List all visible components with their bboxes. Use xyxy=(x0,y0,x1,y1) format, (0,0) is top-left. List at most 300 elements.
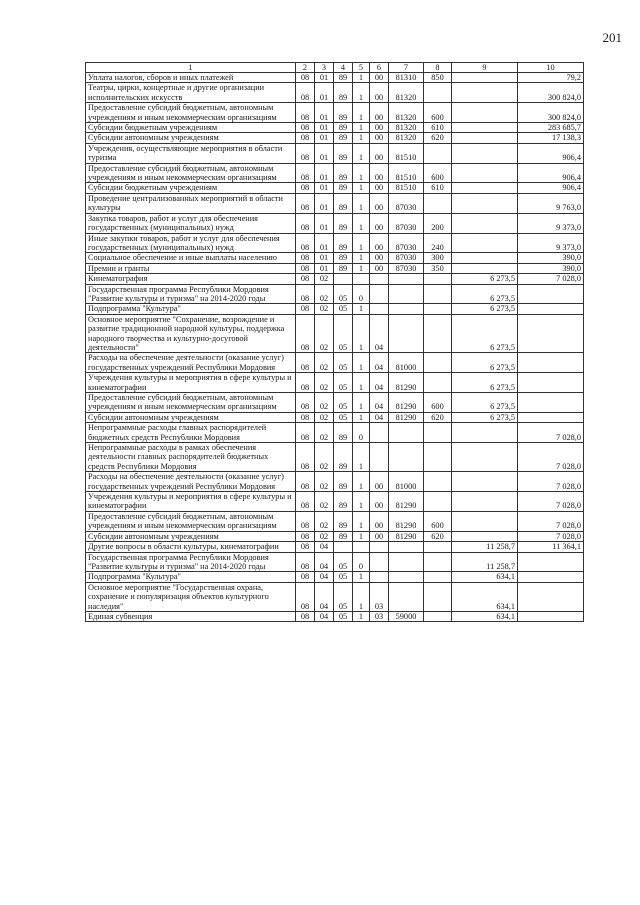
amount-b-cell xyxy=(518,412,584,422)
activity-code-cell: 00 xyxy=(370,163,389,183)
table-row xyxy=(86,73,584,83)
row-name-cell: Учреждения культуры и мероприятия в сфере культуры и кинематографии xyxy=(86,492,296,512)
expense-code-cell xyxy=(389,423,424,443)
amount-a-cell xyxy=(452,163,518,183)
expense-type-cell xyxy=(424,83,452,103)
program-code-cell: 89 xyxy=(334,163,353,183)
subprogram-code-cell: 1 xyxy=(353,133,370,143)
expense-type-cell: 620 xyxy=(424,531,452,541)
expense-code-cell xyxy=(389,274,424,284)
activity-code-cell: 00 xyxy=(370,511,389,531)
subsection-code-cell: 02 xyxy=(315,443,334,472)
subsection-code-cell: 02 xyxy=(315,353,334,373)
activity-code-cell xyxy=(370,572,389,582)
subprogram-code-cell: 1 xyxy=(353,163,370,183)
section-code-cell: 08 xyxy=(296,263,315,273)
table-row xyxy=(86,393,584,413)
row-name-cell: Государственная программа Республики Мордовия "Развитие культуры и туризма" на 2014-2020 годы xyxy=(86,284,296,304)
expense-type-cell: 600 xyxy=(424,163,452,183)
subsection-code-cell: 01 xyxy=(315,193,334,213)
subprogram-code-cell: 1 xyxy=(353,572,370,582)
subsection-code-cell: 02 xyxy=(315,373,334,393)
subsection-code-cell: 01 xyxy=(315,103,334,123)
section-code-cell: 08 xyxy=(296,233,315,253)
table-row xyxy=(86,233,584,253)
column-header: 3 xyxy=(315,63,334,73)
activity-code-cell xyxy=(370,423,389,443)
program-code-cell: 05 xyxy=(334,284,353,304)
program-code-cell: 89 xyxy=(334,423,353,443)
activity-code-cell: 00 xyxy=(370,213,389,233)
program-code-cell: 89 xyxy=(334,472,353,492)
program-code-cell: 05 xyxy=(334,611,353,621)
section-code-cell: 08 xyxy=(296,123,315,133)
subsection-code-cell: 01 xyxy=(315,133,334,143)
activity-code-cell: 00 xyxy=(370,531,389,541)
activity-code-cell: 00 xyxy=(370,143,389,163)
row-name-cell: Иные закупки товаров, работ и услуг для обеспечения государственных (муниципальных) нужд xyxy=(86,233,296,253)
expense-code-cell: 81290 xyxy=(389,511,424,531)
column-header: 8 xyxy=(424,63,452,73)
subprogram-code-cell: 1 xyxy=(353,233,370,253)
subsection-code-cell: 02 xyxy=(315,284,334,304)
amount-a-cell: 6 273,5 xyxy=(452,393,518,413)
subsection-code-cell: 04 xyxy=(315,572,334,582)
activity-code-cell: 00 xyxy=(370,73,389,83)
subprogram-code-cell: 1 xyxy=(353,304,370,314)
expense-code-cell xyxy=(389,314,424,353)
expense-code-cell: 81320 xyxy=(389,83,424,103)
expense-type-cell xyxy=(424,492,452,512)
row-name-cell: Учреждения, осуществляющие мероприятия в области туризма xyxy=(86,143,296,163)
section-code-cell: 08 xyxy=(296,552,315,572)
row-name-cell: Социальное обеспечение и иные выплаты населению xyxy=(86,253,296,263)
activity-code-cell: 00 xyxy=(370,233,389,253)
amount-a-cell: 634,1 xyxy=(452,582,518,611)
amount-b-cell: 906,4 xyxy=(518,163,584,183)
row-name-cell: Предоставление субсидий бюджетным, автономным учреждениям и иным некоммерческим организациям xyxy=(86,103,296,123)
table-row xyxy=(86,163,584,183)
row-name-cell: Непрограммные расходы главных распорядителей бюджетных средств Республики Мордовия xyxy=(86,423,296,443)
amount-a-cell xyxy=(452,83,518,103)
section-code-cell: 08 xyxy=(296,492,315,512)
section-code-cell: 08 xyxy=(296,393,315,413)
row-name-cell: Расходы на обеспечение деятельности (оказание услуг) государственных учреждений Республики Мордовия xyxy=(86,353,296,373)
table-row xyxy=(86,274,584,284)
subsection-code-cell: 01 xyxy=(315,143,334,163)
subprogram-code-cell: 1 xyxy=(353,492,370,512)
expense-code-cell: 81510 xyxy=(389,163,424,183)
row-name-cell: Премии и гранты xyxy=(86,263,296,273)
amount-b-cell xyxy=(518,572,584,582)
column-header: 5 xyxy=(353,63,370,73)
subsection-code-cell: 01 xyxy=(315,263,334,273)
amount-a-cell: 6 273,5 xyxy=(452,284,518,304)
section-code-cell: 08 xyxy=(296,304,315,314)
table-row xyxy=(86,83,584,103)
program-code-cell: 05 xyxy=(334,353,353,373)
expense-code-cell: 59000 xyxy=(389,611,424,621)
expense-code-cell: 81290 xyxy=(389,373,424,393)
row-name-cell: Другие вопросы в области культуры, кинематографии xyxy=(86,542,296,552)
expense-type-cell: 610 xyxy=(424,123,452,133)
section-code-cell: 08 xyxy=(296,511,315,531)
table-row xyxy=(86,103,584,123)
program-code-cell: 89 xyxy=(334,183,353,193)
expense-type-cell: 600 xyxy=(424,511,452,531)
program-code-cell: 05 xyxy=(334,572,353,582)
subprogram-code-cell: 1 xyxy=(353,531,370,541)
expense-code-cell: 81290 xyxy=(389,531,424,541)
amount-b-cell xyxy=(518,582,584,611)
section-code-cell: 08 xyxy=(296,183,315,193)
program-code-cell: 89 xyxy=(334,443,353,472)
column-header: 2 xyxy=(296,63,315,73)
amount-b-cell: 7 028,0 xyxy=(518,511,584,531)
section-code-cell: 08 xyxy=(296,314,315,353)
subsection-code-cell: 01 xyxy=(315,73,334,83)
expense-type-cell xyxy=(424,552,452,572)
activity-code-cell: 04 xyxy=(370,373,389,393)
section-code-cell: 08 xyxy=(296,423,315,443)
subsection-code-cell: 01 xyxy=(315,233,334,253)
amount-a-cell xyxy=(452,233,518,253)
subprogram-code-cell: 1 xyxy=(353,183,370,193)
row-name-cell: Основное мероприятие "Сохранение, возрождение и развитие традиционной народной культуры, поддержка народного творчества и культурно-досуговой деятельности" xyxy=(86,314,296,353)
activity-code-cell: 03 xyxy=(370,582,389,611)
expense-type-cell xyxy=(424,373,452,393)
activity-code-cell: 00 xyxy=(370,492,389,512)
row-name-cell: Театры, цирки, концертные и другие организации исполнительских искусств xyxy=(86,83,296,103)
amount-b-cell: 300 824,0 xyxy=(518,103,584,123)
activity-code-cell: 00 xyxy=(370,83,389,103)
amount-b-cell: 906,4 xyxy=(518,183,584,193)
expense-code-cell: 87030 xyxy=(389,253,424,263)
subprogram-code-cell: 1 xyxy=(353,353,370,373)
activity-code-cell xyxy=(370,443,389,472)
amount-a-cell xyxy=(452,193,518,213)
expense-type-cell: 620 xyxy=(424,412,452,422)
expense-type-cell xyxy=(424,611,452,621)
section-code-cell: 08 xyxy=(296,103,315,123)
expense-code-cell: 81000 xyxy=(389,472,424,492)
subprogram-code-cell: 0 xyxy=(353,423,370,443)
amount-b-cell: 7 028,0 xyxy=(518,472,584,492)
amount-a-cell: 11 258,7 xyxy=(452,542,518,552)
amount-b-cell: 7 028,0 xyxy=(518,531,584,541)
amount-b-cell: 7 028,0 xyxy=(518,443,584,472)
program-code-cell: 89 xyxy=(334,253,353,263)
program-code-cell: 89 xyxy=(334,492,353,512)
subsection-code-cell: 02 xyxy=(315,531,334,541)
table-row xyxy=(86,284,584,304)
expense-type-cell: 610 xyxy=(424,183,452,193)
expense-code-cell: 81510 xyxy=(389,143,424,163)
subsection-code-cell: 01 xyxy=(315,213,334,233)
activity-code-cell xyxy=(370,274,389,284)
program-code-cell: 05 xyxy=(334,314,353,353)
subprogram-code-cell: 1 xyxy=(353,103,370,123)
amount-b-cell xyxy=(518,552,584,572)
section-code-cell: 08 xyxy=(296,163,315,183)
amount-a-cell xyxy=(452,472,518,492)
amount-a-cell: 6 273,5 xyxy=(452,373,518,393)
program-code-cell: 89 xyxy=(334,233,353,253)
amount-a-cell xyxy=(452,133,518,143)
activity-code-cell: 00 xyxy=(370,263,389,273)
expense-code-cell: 81320 xyxy=(389,103,424,123)
row-name-cell: Проведение централизованных мероприятий в области культуры xyxy=(86,193,296,213)
activity-code-cell xyxy=(370,542,389,552)
amount-b-cell: 906,4 xyxy=(518,143,584,163)
expense-code-cell xyxy=(389,582,424,611)
amount-b-cell xyxy=(518,353,584,373)
expense-code-cell: 87030 xyxy=(389,213,424,233)
expense-code-cell: 81510 xyxy=(389,183,424,193)
table-row xyxy=(86,123,584,133)
row-name-cell: Основное мероприятие "Государственная охрана, сохранение и популяризация объектов культурного наследия" xyxy=(86,582,296,611)
row-name-cell: Государственная программа Республики Мордовия "Развитие культуры и туризма" на 2014-2020 годы xyxy=(86,552,296,572)
subsection-code-cell: 04 xyxy=(315,542,334,552)
subprogram-code-cell: 1 xyxy=(353,73,370,83)
amount-b-cell: 390,0 xyxy=(518,263,584,273)
expense-code-cell: 87030 xyxy=(389,263,424,273)
subsection-code-cell: 01 xyxy=(315,123,334,133)
column-header: 9 xyxy=(452,63,518,73)
expense-code-cell xyxy=(389,284,424,304)
program-code-cell: 89 xyxy=(334,83,353,103)
subprogram-code-cell: 1 xyxy=(353,511,370,531)
section-code-cell: 08 xyxy=(296,443,315,472)
program-code-cell xyxy=(334,542,353,552)
amount-b-cell: 7 028,0 xyxy=(518,423,584,443)
expense-type-cell: 850 xyxy=(424,73,452,83)
subprogram-code-cell xyxy=(353,542,370,552)
program-code-cell: 05 xyxy=(334,582,353,611)
expense-type-cell xyxy=(424,274,452,284)
table-row xyxy=(86,213,584,233)
expense-code-cell: 81290 xyxy=(389,412,424,422)
section-code-cell: 08 xyxy=(296,373,315,393)
program-code-cell: 89 xyxy=(334,133,353,143)
subprogram-code-cell: 1 xyxy=(353,393,370,413)
row-name-cell: Единая субвенция xyxy=(86,611,296,621)
amount-a-cell xyxy=(452,263,518,273)
amount-a-cell xyxy=(452,103,518,123)
table-row xyxy=(86,193,584,213)
table-row xyxy=(86,143,584,163)
subprogram-code-cell: 1 xyxy=(353,314,370,353)
amount-a-cell xyxy=(452,123,518,133)
subsection-code-cell: 01 xyxy=(315,183,334,193)
row-name-cell: Субсидии бюджетным учреждениям xyxy=(86,123,296,133)
subsection-code-cell: 02 xyxy=(315,511,334,531)
subsection-code-cell: 02 xyxy=(315,412,334,422)
amount-b-cell xyxy=(518,373,584,393)
amount-a-cell: 634,1 xyxy=(452,611,518,621)
program-code-cell: 89 xyxy=(334,213,353,233)
subprogram-code-cell: 0 xyxy=(353,552,370,572)
activity-code-cell: 04 xyxy=(370,353,389,373)
row-name-cell: Субсидии автономным учреждениям xyxy=(86,133,296,143)
expense-type-cell: 600 xyxy=(424,393,452,413)
row-name-cell: Подпрограмма "Культура" xyxy=(86,304,296,314)
expense-type-cell xyxy=(424,542,452,552)
subsection-code-cell: 01 xyxy=(315,83,334,103)
section-code-cell: 08 xyxy=(296,353,315,373)
program-code-cell xyxy=(334,274,353,284)
table-row xyxy=(86,304,584,314)
row-name-cell: Непрограммные расходы в рамках обеспечения деятельности главных распорядителей бюджетных средств Республики Мордовия xyxy=(86,443,296,472)
subprogram-code-cell: 1 xyxy=(353,193,370,213)
row-name-cell: Учреждения культуры и мероприятия в сфере культуры и кинематографии xyxy=(86,373,296,393)
table-row xyxy=(86,492,584,512)
column-header: 1 xyxy=(86,63,296,73)
section-code-cell: 08 xyxy=(296,83,315,103)
amount-b-cell xyxy=(518,304,584,314)
table-row xyxy=(86,133,584,143)
row-name-cell: Кинематография xyxy=(86,274,296,284)
amount-a-cell xyxy=(452,183,518,193)
table-row xyxy=(86,314,584,353)
amount-a-cell: 6 273,5 xyxy=(452,304,518,314)
activity-code-cell xyxy=(370,304,389,314)
expense-type-cell xyxy=(424,443,452,472)
activity-code-cell: 00 xyxy=(370,103,389,123)
program-code-cell: 89 xyxy=(334,143,353,163)
column-header: 7 xyxy=(389,63,424,73)
subprogram-code-cell: 1 xyxy=(353,373,370,393)
subsection-code-cell: 02 xyxy=(315,304,334,314)
section-code-cell: 08 xyxy=(296,572,315,582)
section-code-cell: 08 xyxy=(296,73,315,83)
expense-type-cell xyxy=(424,572,452,582)
row-name-cell: Предоставление субсидий бюджетным, автономным учреждениям и иным некоммерческим организациям xyxy=(86,393,296,413)
section-code-cell: 08 xyxy=(296,143,315,163)
row-name-cell: Расходы на обеспечение деятельности (оказание услуг) государственных учреждений Республики Мордовия xyxy=(86,472,296,492)
activity-code-cell xyxy=(370,284,389,304)
table-row xyxy=(86,183,584,193)
section-code-cell: 08 xyxy=(296,274,315,284)
expense-type-cell: 620 xyxy=(424,133,452,143)
subsection-code-cell: 02 xyxy=(315,423,334,443)
expense-type-cell xyxy=(424,582,452,611)
table-row xyxy=(86,572,584,582)
expense-type-cell xyxy=(424,284,452,304)
amount-b-cell: 390,0 xyxy=(518,253,584,263)
table-row xyxy=(86,552,584,572)
expense-code-cell: 81290 xyxy=(389,492,424,512)
subsection-code-cell: 01 xyxy=(315,253,334,263)
expense-type-cell xyxy=(424,353,452,373)
subsection-code-cell: 02 xyxy=(315,492,334,512)
budget-table xyxy=(85,62,584,622)
page-number: 201 xyxy=(602,30,622,45)
expense-type-cell: 300 xyxy=(424,253,452,263)
amount-a-cell xyxy=(452,143,518,163)
subsection-code-cell: 04 xyxy=(315,552,334,572)
subsection-code-cell: 01 xyxy=(315,163,334,183)
section-code-cell: 08 xyxy=(296,253,315,263)
program-code-cell: 05 xyxy=(334,552,353,572)
subprogram-code-cell: 1 xyxy=(353,213,370,233)
table-row xyxy=(86,253,584,263)
amount-b-cell: 283 685,7 xyxy=(518,123,584,133)
subprogram-code-cell: 1 xyxy=(353,582,370,611)
row-name-cell: Закупка товаров, работ и услуг для обеспечения государственных (муниципальных) нужд xyxy=(86,213,296,233)
subprogram-code-cell: 1 xyxy=(353,83,370,103)
amount-a-cell: 6 273,5 xyxy=(452,353,518,373)
expense-code-cell xyxy=(389,552,424,572)
subsection-code-cell: 02 xyxy=(315,274,334,284)
program-code-cell: 89 xyxy=(334,73,353,83)
amount-a-cell: 6 273,5 xyxy=(452,274,518,284)
column-header: 4 xyxy=(334,63,353,73)
row-name-cell: Уплата налогов, сборов и иных платежей xyxy=(86,73,296,83)
row-name-cell: Предоставление субсидий бюджетным, автономным учреждениям и иным некоммерческим организациям xyxy=(86,163,296,183)
table-row xyxy=(86,412,584,422)
expense-type-cell: 240 xyxy=(424,233,452,253)
subprogram-code-cell xyxy=(353,274,370,284)
section-code-cell: 08 xyxy=(296,213,315,233)
amount-a-cell xyxy=(452,73,518,83)
amount-b-cell: 9 763,0 xyxy=(518,193,584,213)
header-row xyxy=(86,63,584,73)
amount-a-cell xyxy=(452,443,518,472)
activity-code-cell: 04 xyxy=(370,393,389,413)
row-name-cell: Предоставление субсидий бюджетным, автономным учреждениям и иным некоммерческим организациям xyxy=(86,511,296,531)
program-code-cell: 89 xyxy=(334,511,353,531)
subprogram-code-cell: 1 xyxy=(353,412,370,422)
program-code-cell: 89 xyxy=(334,193,353,213)
amount-b-cell: 79,2 xyxy=(518,73,584,83)
expense-code-cell: 81000 xyxy=(389,353,424,373)
expense-code-cell xyxy=(389,542,424,552)
expense-type-cell xyxy=(424,423,452,443)
column-header: 6 xyxy=(370,63,389,73)
amount-a-cell xyxy=(452,511,518,531)
amount-a-cell xyxy=(452,253,518,263)
table-row xyxy=(86,423,584,443)
section-code-cell: 08 xyxy=(296,582,315,611)
amount-a-cell: 634,1 xyxy=(452,572,518,582)
table-row xyxy=(86,542,584,552)
section-code-cell: 08 xyxy=(296,542,315,552)
activity-code-cell: 00 xyxy=(370,133,389,143)
row-name-cell: Субсидии автономным учреждениям xyxy=(86,531,296,541)
table-row xyxy=(86,353,584,373)
amount-a-cell: 6 273,5 xyxy=(452,314,518,353)
table-row xyxy=(86,511,584,531)
table-row xyxy=(86,531,584,541)
section-code-cell: 08 xyxy=(296,284,315,304)
program-code-cell: 05 xyxy=(334,373,353,393)
subprogram-code-cell: 0 xyxy=(353,284,370,304)
expense-type-cell: 200 xyxy=(424,213,452,233)
table-row xyxy=(86,373,584,393)
subprogram-code-cell: 1 xyxy=(353,611,370,621)
amount-a-cell xyxy=(452,492,518,512)
section-code-cell: 08 xyxy=(296,193,315,213)
expense-type-cell xyxy=(424,193,452,213)
subprogram-code-cell: 1 xyxy=(353,123,370,133)
subprogram-code-cell: 1 xyxy=(353,472,370,492)
subsection-code-cell: 04 xyxy=(315,611,334,621)
subsection-code-cell: 02 xyxy=(315,472,334,492)
section-code-cell: 08 xyxy=(296,531,315,541)
amount-b-cell: 9 373,0 xyxy=(518,213,584,233)
activity-code-cell: 00 xyxy=(370,183,389,193)
